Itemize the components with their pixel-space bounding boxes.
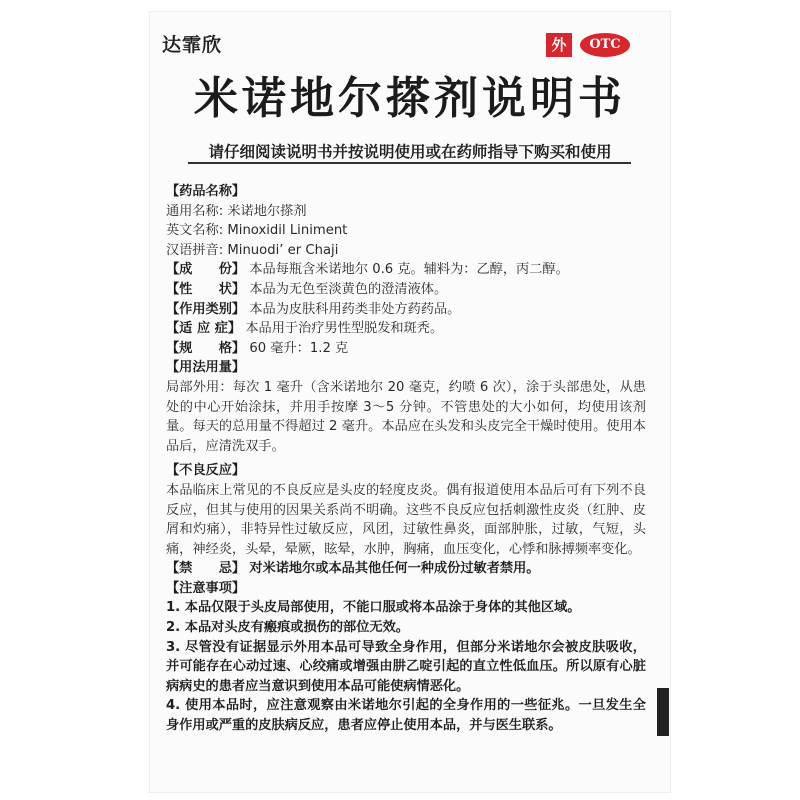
spec-text: 60 毫升：1.2 克 (249, 340, 349, 356)
composition-label: 【成 份】 (166, 262, 246, 278)
category-label: 【作用类别】 (166, 301, 246, 317)
precaution-item-4: 4. 使用本品时，应注意观察由米诺地尔引起的全身作用的一些征兆。一旦发生全身作用或严重的皮肤病反应，患者应停止使用本品，并与医生联系。 (166, 698, 646, 734)
otc-badge: OTC (580, 33, 630, 57)
indication-text: 本品用于治疗男性型脱发和斑秃。 (245, 321, 444, 337)
spec-row (166, 339, 646, 359)
english-name-label: 英文名称: (166, 223, 224, 239)
adverse-heading: 【不良反应】 (166, 463, 246, 479)
composition-text: 本品每瓶含米诺地尔 0.6 克。辅料为：乙醇，丙二醇。 (249, 262, 569, 278)
category-text: 本品为皮肤科用药类非处方药药品。 (249, 301, 461, 317)
pinyin-value: Minuodi’ er Chaji (227, 242, 339, 258)
pinyin-label: 汉语拼音: (166, 242, 224, 258)
composition-row (166, 260, 646, 280)
edge-mark (657, 688, 669, 736)
english-name-row (166, 221, 646, 241)
usage-text: 局部外用：每次 1 毫升（含米诺地尔 20 毫克，约喷 6 次），涂于头部患处，从患处的中心开始涂抹，并用手按摩 3～5 分钟。不管患处的大小如何，均使用该剂量。每天的总用量不得超过 2 毫升。本品应在头发和头皮完全干燥时使用。使用本品后，应清洗双手。 (166, 379, 646, 454)
drug-name-heading: 【药品名称】 (166, 184, 246, 199)
english-name-value: Minoxidil Liniment (227, 223, 348, 239)
indication-row (166, 319, 646, 339)
generic-name-value: 米诺地尔搽剂 (227, 203, 307, 219)
external-use-badge: 外 (546, 33, 572, 57)
generic-name-row (166, 202, 646, 222)
properties-text: 本品为无色至淡黄色的澄清液体。 (249, 281, 448, 297)
precautions-heading: 【注意事项】 (166, 580, 246, 596)
page-title: 米诺地尔搽剂说明书 (194, 73, 626, 124)
precaution-item-2: 2. 本品对头皮有瘢痕或损伤的部位无效。 (166, 620, 409, 636)
indication-label: 【适 应 症】 (166, 321, 242, 337)
precaution-item-1: 1. 本品仅限于头皮局部使用，不能口服或将本品涂于身体的其他区域。 (166, 600, 581, 616)
contraindication-label: 【禁 忌】 (166, 561, 246, 577)
contraindication-text: 对米诺地尔或本品其他任何一种成份过敏者禁用。 (249, 561, 540, 577)
adverse-text: 本品临床上常见的不良反应是头皮的轻度皮炎。偶有报道使用本品后可有下列不良反应，但其与使用的因果关系尚不明确。这些不良反应包括刺激性皮炎（红肿、皮屑和灼痛），非特异性过敏反应，风团，过敏性鼻炎，面部肿胀，过敏，气短，头痛，神经炎，头晕，晕厥，眩晕，水肿，胸痛，血压变化，心悸和脉搏频率变化。 (166, 482, 646, 557)
usage-heading: 【用法用量】 (166, 360, 246, 376)
precaution-item-3: 3. 尽管没有证据显示外用本品可导致全身作用，但部分米诺地尔会被皮肤吸收，并可能存在心动过速、心绞痛或增强由肼乙啶引起的直立性低血压。所以原有心脏病病史的患者应当意识到使用本品可能使病情恶化。 (166, 639, 646, 694)
brand-logo: 达霏欣 (162, 34, 223, 56)
category-row (166, 300, 646, 320)
page-subtitle: 请仔细阅读说明书并按说明使用或在药师指导下购买和使用 (208, 143, 612, 161)
properties-label: 【性 状】 (166, 281, 246, 297)
pinyin-row (166, 241, 646, 261)
contraindication-row (166, 559, 646, 579)
subtitle-underline (188, 162, 631, 164)
leaflet-content (166, 182, 646, 736)
generic-name-label: 通用名称: (166, 203, 224, 219)
properties-row (166, 280, 646, 300)
spec-label: 【规 格】 (166, 340, 246, 356)
